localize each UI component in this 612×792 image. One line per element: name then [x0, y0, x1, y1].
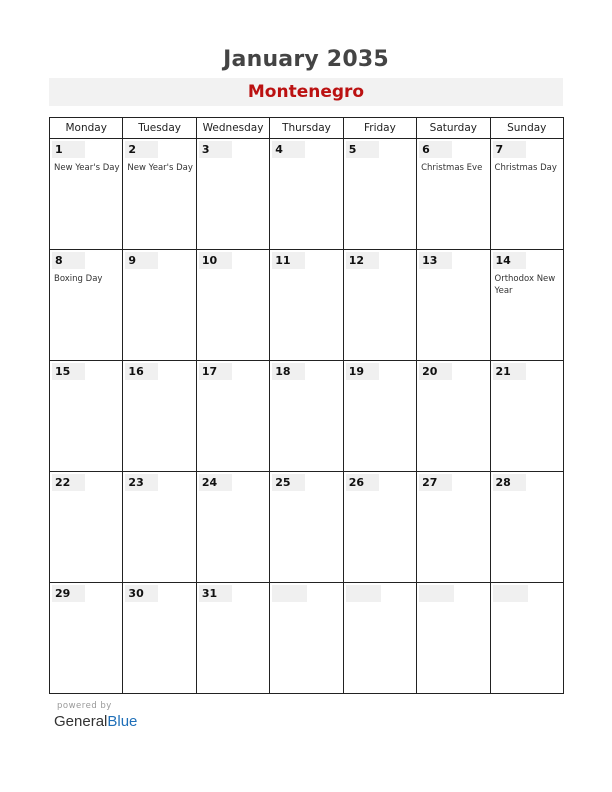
week-row: [50, 250, 564, 361]
day-number: 16: [125, 363, 158, 380]
week-row: [50, 361, 564, 472]
weekday-header: Tuesday: [123, 118, 196, 139]
day-cell: [343, 583, 416, 694]
day-cell: [417, 361, 490, 472]
day-cell: [123, 472, 196, 583]
weekday-header: Thursday: [270, 118, 343, 139]
day-number: 31: [199, 585, 232, 602]
weekday-header-row: [50, 118, 564, 139]
day-number: 27: [419, 474, 452, 491]
day-number: 8: [52, 252, 85, 269]
day-cell: [50, 250, 123, 361]
day-cell: [123, 583, 196, 694]
day-number: 18: [272, 363, 305, 380]
holiday-label: Christmas Eve: [421, 163, 483, 173]
day-cell: [417, 250, 490, 361]
day-number: 3: [199, 141, 232, 158]
day-cell: [490, 472, 563, 583]
day-cell: [490, 583, 563, 694]
weekday-header: Friday: [343, 118, 416, 139]
calendar-grid: [49, 117, 564, 694]
day-number: 29: [52, 585, 85, 602]
day-number: 26: [346, 474, 379, 491]
day-number: 11: [272, 252, 305, 269]
holiday-label: Boxing Day: [54, 274, 103, 284]
day-number: [346, 585, 381, 602]
day-cell: [270, 472, 343, 583]
day-cell: [196, 361, 269, 472]
day-number: [272, 585, 307, 602]
day-number: 7: [493, 141, 526, 158]
day-cell: [490, 250, 563, 361]
weekday-header: Monday: [50, 118, 123, 139]
generalblue-logo[interactable]: [54, 713, 137, 730]
day-number: [493, 585, 528, 602]
day-number: 10: [199, 252, 232, 269]
day-cell: [343, 361, 416, 472]
day-cell: [417, 583, 490, 694]
day-cell: [50, 583, 123, 694]
day-cell: [196, 472, 269, 583]
day-cell: [50, 361, 123, 472]
day-cell: [196, 139, 269, 250]
day-number: 12: [346, 252, 379, 269]
country-name: Montenegro: [49, 78, 563, 106]
holiday-label: Christmas Day: [494, 163, 557, 173]
day-number: 19: [346, 363, 379, 380]
day-number: 9: [125, 252, 158, 269]
day-number: 28: [493, 474, 526, 491]
day-cell: [123, 361, 196, 472]
day-cell: [417, 139, 490, 250]
powered-by-label: powered by: [57, 701, 112, 711]
brand-blue: Blue: [107, 713, 138, 730]
day-number: 24: [199, 474, 232, 491]
weekday-header: Sunday: [490, 118, 563, 139]
week-row: [50, 472, 564, 583]
day-cell: [270, 361, 343, 472]
day-number: 6: [419, 141, 452, 158]
day-cell: [196, 250, 269, 361]
day-cell: [196, 583, 269, 694]
day-number: 22: [52, 474, 85, 491]
day-cell: [50, 472, 123, 583]
day-number: 20: [419, 363, 452, 380]
day-cell: [123, 250, 196, 361]
day-cell: [123, 139, 196, 250]
day-number: 14: [493, 252, 526, 269]
day-number: 2: [125, 141, 158, 158]
day-cell: [270, 583, 343, 694]
day-cell: [343, 472, 416, 583]
day-number: 15: [52, 363, 85, 380]
brand-general: General: [54, 713, 108, 730]
day-number: 23: [125, 474, 158, 491]
day-cell: [343, 250, 416, 361]
day-cell: [417, 472, 490, 583]
day-number: 30: [125, 585, 158, 602]
week-row: [50, 139, 564, 250]
day-number: 5: [346, 141, 379, 158]
day-cell: [490, 361, 563, 472]
day-cell: [50, 139, 123, 250]
holiday-label: New Year's Day: [54, 163, 120, 173]
weekday-header: Wednesday: [196, 118, 269, 139]
weekday-header: Saturday: [417, 118, 490, 139]
week-row: [50, 583, 564, 694]
day-cell: [270, 139, 343, 250]
day-number: 1: [52, 141, 85, 158]
holiday-label: New Year's Day: [127, 163, 193, 173]
day-cell: [343, 139, 416, 250]
day-number: 4: [272, 141, 305, 158]
calendar-title: January 2035: [223, 47, 389, 72]
day-number: 17: [199, 363, 232, 380]
day-cell: [490, 139, 563, 250]
day-number: 25: [272, 474, 305, 491]
holiday-label: Orthodox New Year: [494, 274, 556, 296]
day-cell: [270, 250, 343, 361]
day-number: 13: [419, 252, 452, 269]
day-number: 21: [493, 363, 526, 380]
day-number: [419, 585, 454, 602]
